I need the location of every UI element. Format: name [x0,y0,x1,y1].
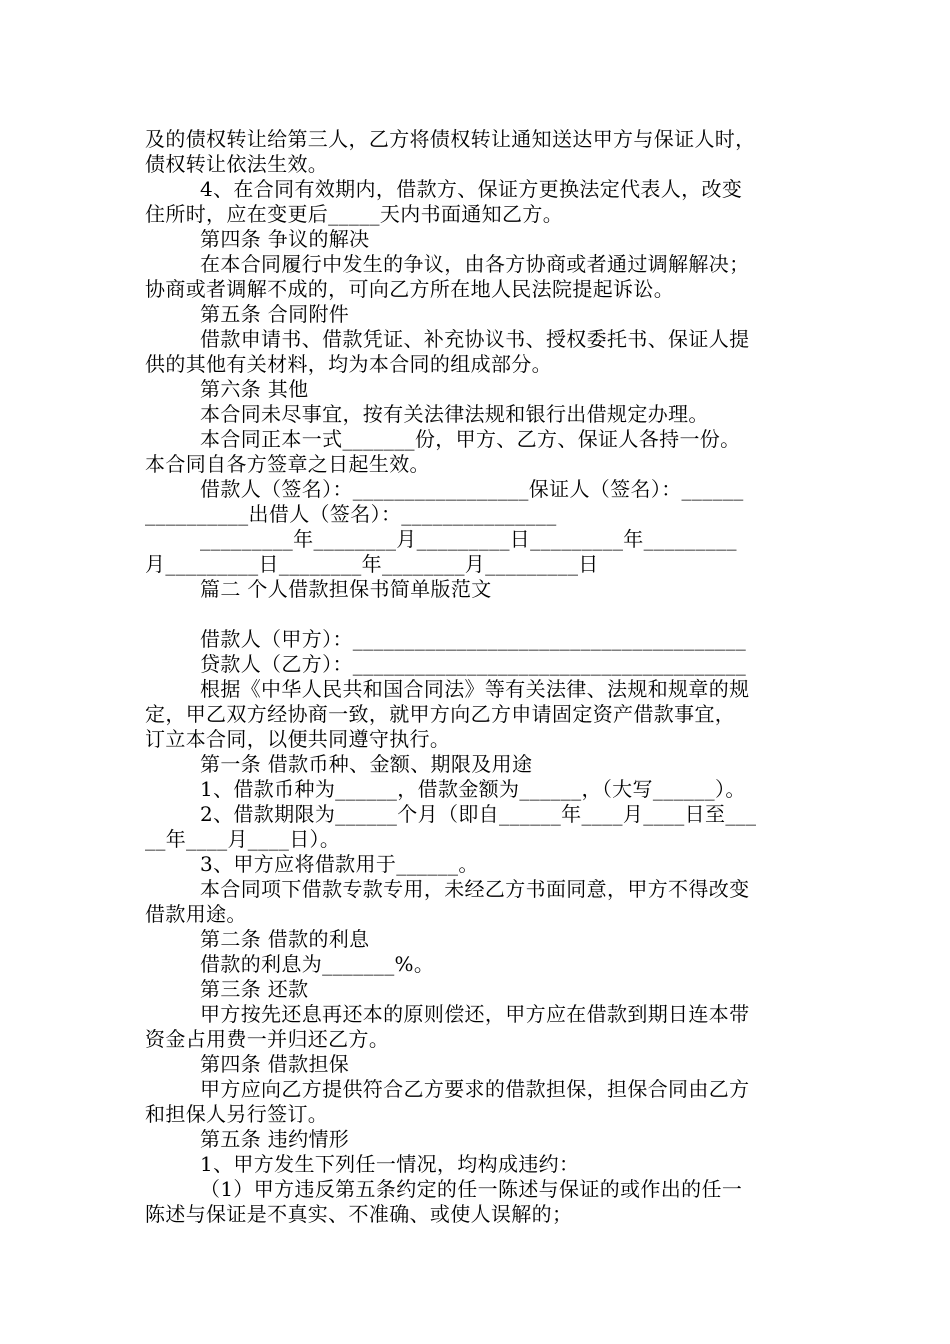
text-line: 根据《中华人民共和国合同法》等有关法律、法规和规章的规 [200,677,750,701]
text-line: 债权转让依法生效。 [145,152,329,176]
section-heading: 第四条 争议的解决 [200,227,370,251]
date-line: _________年________月_________日_________年_________ [200,527,737,551]
party-line: 贷款人（乙方）：______________________________________ [200,652,747,676]
text-line: 本合同未尽事宜，按有关法律法规和银行出借规定办理。 [200,402,709,426]
party-line: 借款人（甲方）：______________________________________ [200,627,747,651]
section-heading: 第五条 违约情形 [200,1127,350,1151]
text-line: 协商或者调解不成的，可向乙方所在地人民法院提起诉讼。 [145,277,675,301]
text-line: 及的债权转让给第三人，乙方将债权转让通知送达甲方与保证人时， [145,127,756,151]
text-line: 借款申请书、借款凭证、补充协议书、授权委托书、保证人提 [200,327,750,351]
text-line: （1）甲方违反第五条约定的任一陈述与保证的或作出的任一 [200,1177,743,1201]
text-line: 订立本合同，以便共同遵守执行。 [145,727,451,751]
date-line: 月_________日________年________月_________日 [145,552,599,576]
text-line: 甲方按先还息再还本的原则偿还，甲方应在借款到期日连本带 [200,1002,750,1026]
text-line: 1、甲方发生下列任一情况，均构成违约： [200,1152,580,1176]
text-line: 4、在合同有效期内，借款方、保证方更换法定代表人，改变 [200,177,743,201]
text-line: 本合同自各方签章之日起生效。 [145,452,430,476]
section-heading: 第二条 借款的利息 [200,927,370,951]
section-heading: 第一条 借款币种、金额、期限及用途 [200,752,533,776]
text-line: 住所时，应在变更后_____天内书面通知乙方。 [145,202,564,226]
text-line: 借款的利息为_______%。 [200,952,435,976]
section-heading: 第三条 还款 [200,977,309,1001]
signature-line: 借款人（签名）：_________________保证人（签名）：______ [200,477,744,501]
text-line: 本合同项下借款专款专用，未经乙方书面同意，甲方不得改变 [200,877,750,901]
text-line: 在本合同履行中发生的争议，由各方协商或者通过调解解决； [200,252,750,276]
text-line: 本合同正本一式_______份，甲方、乙方、保证人各持一份。 [200,427,741,451]
text-line: __年____月____日）。 [145,827,341,851]
text-line: 2、借款期限为______个月（即自______年____月____日至___ [200,802,757,826]
signature-line: __________出借人（签名）：_______________ [145,502,557,526]
text-line: 陈述与保证是不真实、不准确、或使人误解的； [145,1202,573,1226]
text-line: 甲方应向乙方提供符合乙方要求的借款担保，担保合同由乙方 [200,1077,750,1101]
text-line: 和担保人另行签订。 [145,1102,329,1126]
part-title: 篇二 个人借款担保书简单版范文 [200,577,492,601]
text-line: 资金占用费一并归还乙方。 [145,1027,390,1051]
text-line: 1、借款币种为______，借款金额为______，（大写______）。 [200,777,746,801]
section-heading: 第四条 借款担保 [200,1052,350,1076]
text-line: 定，甲乙双方经协商一致，就甲方向乙方申请固定资产借款事宜， [145,702,736,726]
text-line: 3、甲方应将借款用于______。 [200,852,479,876]
section-heading: 第五条 合同附件 [200,302,350,326]
text-line: 供的其他有关材料，均为本合同的组成部分。 [145,352,552,376]
section-heading: 第六条 其他 [200,377,309,401]
text-line: 借款用途。 [145,902,247,926]
